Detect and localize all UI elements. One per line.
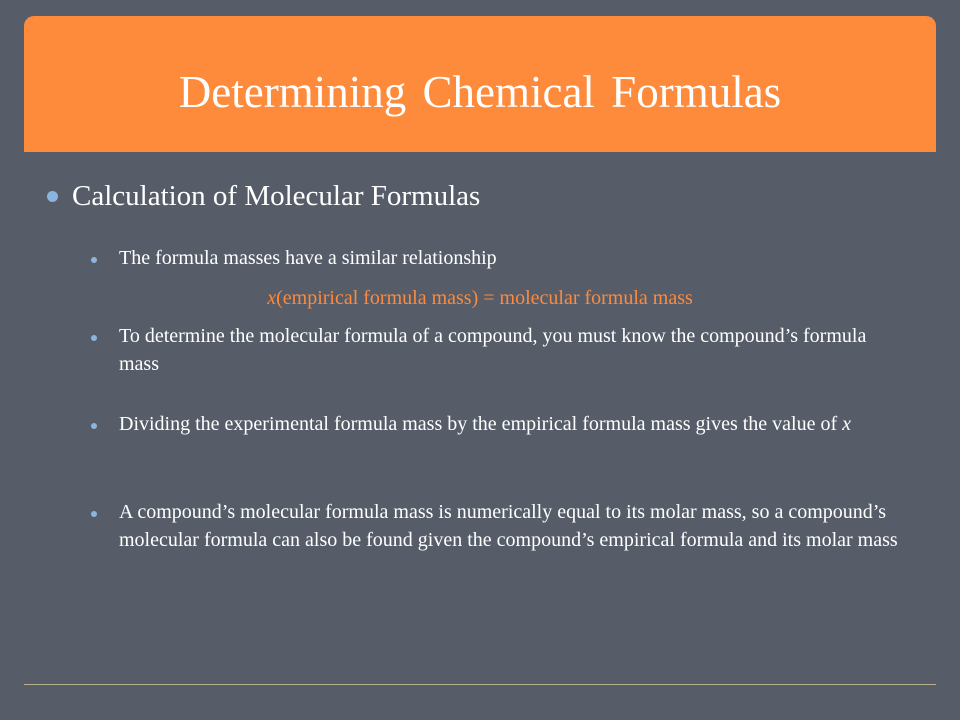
point-3 — [119, 410, 899, 438]
bullet-icon — [91, 511, 97, 517]
equation — [0, 284, 960, 312]
point-2: To determine the molecular formula of a compound, you must know the compound’s formula mass — [119, 325, 867, 375]
bullet-icon — [91, 423, 97, 429]
equation-text: (empirical formula mass) = molecular formula mass — [276, 287, 693, 309]
bullet-icon — [47, 191, 58, 202]
point-1: The formula masses have a similar relationship — [119, 247, 497, 269]
point-3-variable: x — [842, 413, 852, 435]
point-3-text: Dividing the experimental formula mass by the empirical formula mass gives the value of — [119, 413, 843, 435]
slide-title: Determining Chemical Formulas — [178, 67, 782, 117]
bullet-icon — [91, 257, 97, 263]
bullet-icon — [91, 335, 97, 341]
point-4: A compound’s molecular formula mass is numerically equal to its molar mass, so a compound’s molecular formula can also be found given the compound’s empirical formula and its molar mass — [119, 501, 898, 551]
footer-divider — [24, 684, 936, 685]
section-heading: Calculation of Molecular Formulas — [72, 180, 481, 212]
equation-variable: x — [267, 287, 277, 309]
